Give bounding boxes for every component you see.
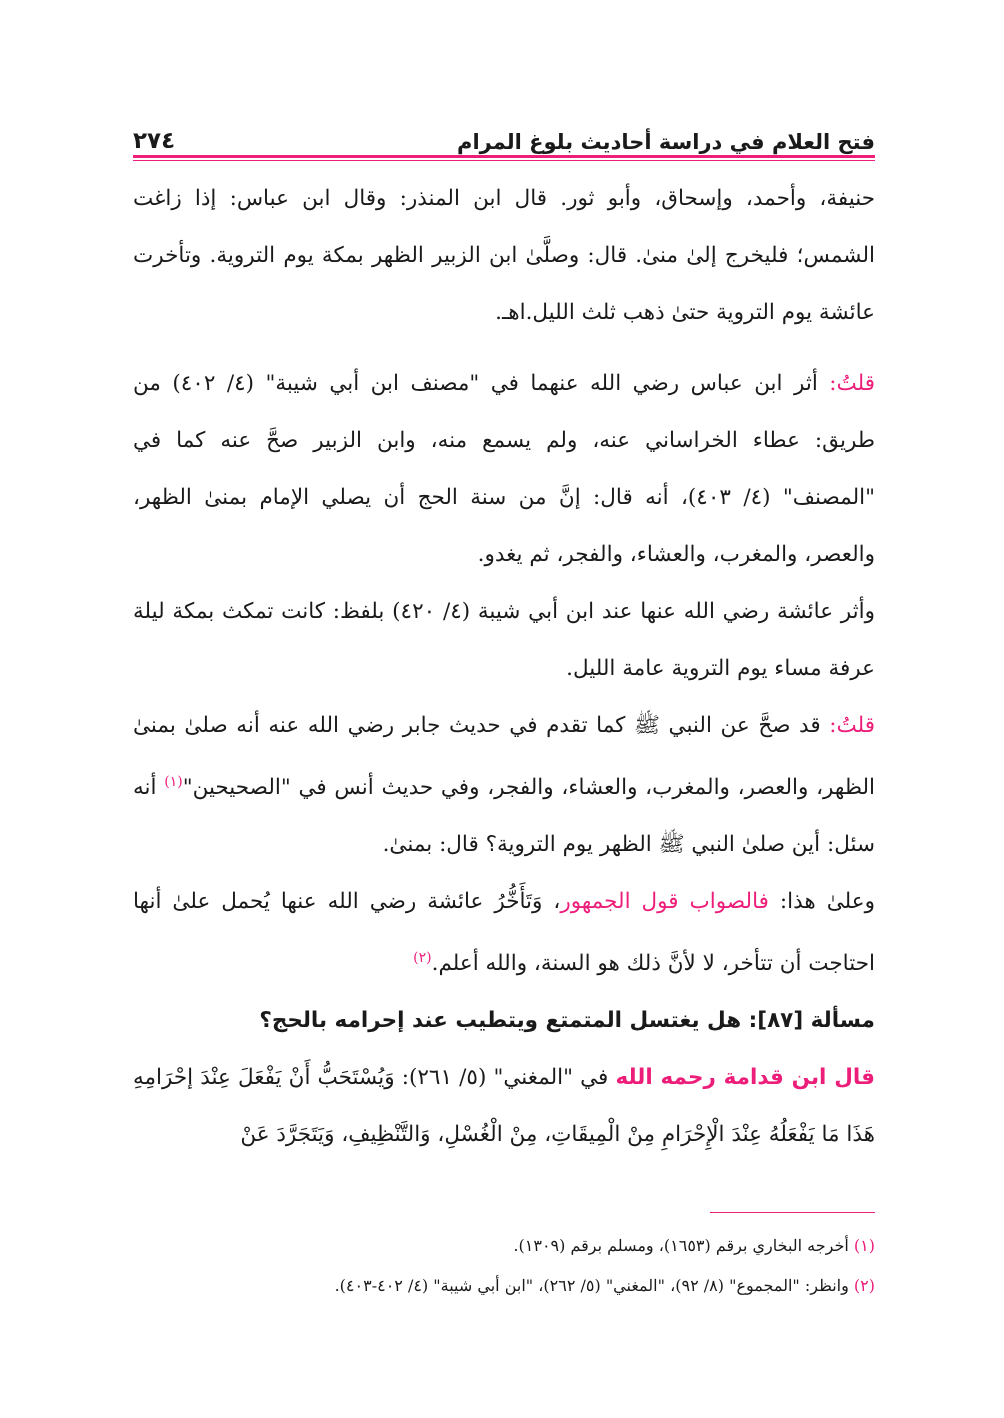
qultu-label: قلتُ:: [829, 371, 876, 396]
qultu-label: قلتُ:: [829, 713, 875, 738]
book-title: فتح العلام في دراسة أحاديث بلوغ المرام: [457, 130, 875, 154]
paragraph-3: وأثر عائشة رضي الله عنها عند ابن أبي شيبة (٤/ ٤٢٠) بلفظ: كانت تمكث بمكة ليلة عرفة مساء يوم التروية عامة الليل.: [133, 599, 875, 681]
footnote-rule: [710, 1212, 875, 1213]
paragraph-4-text: قد صحَّ عن النبي ﷺ كما تقدم في حديث جابر رضي الله عنه أنه صلىٰ بمنىٰ الظهر، والعصر، والمغرب، والعشاء، والفجر، وفي حديث أنس في "الصحيحين": [133, 713, 875, 801]
paragraph-7-text: في "المغني" (٥/ ٢٦١): وَيُسْتَحَبُّ أَنْ يَفْعَلَ عِنْدَ إحْرَامِهِ هَذَا مَا يَفْعَلُهُ عِنْدَ الْإِحْرَامِ مِنْ الْمِيقَاتِ، مِنْ الْغُسْلِ، وَالتَّنْظِيفِ، وَيَتَجَرَّدَ عَنْ: [133, 1065, 875, 1148]
paragraph-7: [133, 1049, 875, 1163]
paragraph-4: [133, 697, 875, 873]
page-number: ٢٧٤: [133, 128, 176, 154]
footnote-2-text: وانظر: "المجموع" (٨/ ٩٢)، "المغني" (٥/ ٢٦٢)، "ابن أبي شيبة" (٤/ ٤٠٢-٤٠٣).: [334, 1276, 854, 1295]
paragraph-5: [133, 873, 875, 992]
paragraph-5-text: ، وَتَأَخُّرُ عائشة رضي الله عنها يُحمل علىٰ أنها احتاجت أن تتأخر، لا لأنَّ ذلك هو السنة، والله أعلم.: [133, 889, 875, 977]
footnote-ref-2[interactable]: (٢): [413, 950, 432, 967]
question-heading: مسألة [٨٧]: هل يغتسل المتمتع ويتطيب عند إحرامه بالحج؟: [259, 1008, 875, 1034]
footnote-1-text: أخرجه البخاري برقم (١٦٥٣)، ومسلم برقم (١٣٠٩).: [513, 1236, 854, 1255]
paragraph-2-text: أثر ابن عباس رضي الله عنهما في "مصنف ابن أبي شيبة" (٤/ ٤٠٢) من طريق: عطاء الخراساني عنه، ولم يسمع منه، وابن الزبير صحَّ عنه كما في "المصنف" (٤/ ٤٠٣)، أنه قال: إنَّ من سنة الحج أن يصلي الإمام بمنىٰ الظهر، والعصر، والمغرب، والعشاء، والفجر، ثم يغدو.: [133, 371, 876, 567]
footnote-ref-1[interactable]: (١): [164, 774, 183, 790]
header-rule-thin: [133, 160, 875, 161]
header-rule-thick: [133, 155, 875, 158]
paragraph-5-pre: وعلىٰ هذا:: [779, 889, 875, 915]
paragraph-2: [133, 355, 875, 583]
footnote-1-number: (١): [853, 1236, 875, 1255]
paragraph-4-tail: أنه سئل: أين صلىٰ النبي ﷺ الظهر يوم التروية؟ قال: بمنىٰ.: [133, 775, 875, 858]
ibn-qudama-label: قال ابن قدامة رحمه الله: [615, 1065, 876, 1091]
footnote-2: [133, 1266, 875, 1306]
footnote-1: [133, 1226, 875, 1266]
running-header: [133, 120, 875, 154]
highlight-jumhur: فالصواب قول الجمهور: [560, 889, 769, 915]
footnotes: [133, 1226, 875, 1306]
main-text: [133, 170, 875, 1163]
paragraph-1: حنيفة، وأحمد، وإسحاق، وأبو ثور. قال ابن المنذر: وقال ابن عباس: إذا زاغت الشمس؛ فليخرج إلىٰ منىٰ. قال: وصلَّىٰ ابن الزبير الظهر بمكة يوم التروية. وتأخرت عائشة يوم التروية حتىٰ ذهب ثلث الليل.اهـ.: [133, 186, 875, 325]
footnote-2-number: (٢): [853, 1276, 875, 1295]
